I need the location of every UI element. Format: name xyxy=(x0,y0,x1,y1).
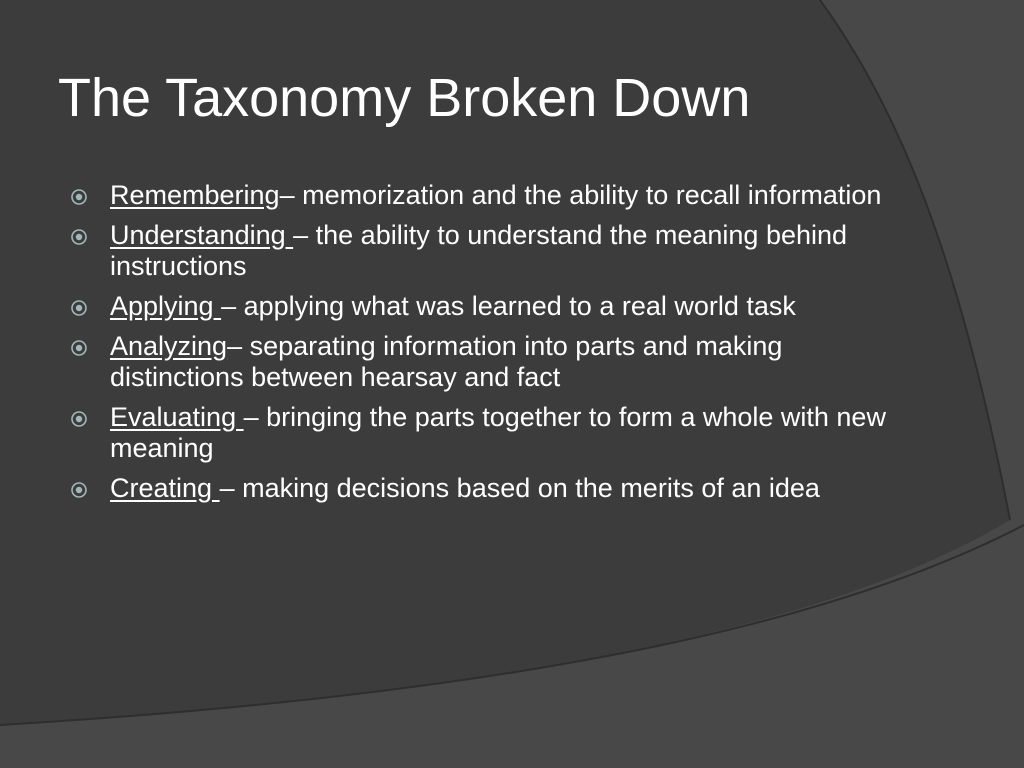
bullet-description: – separating information into parts and making distinctions between hearsay and fact xyxy=(110,331,783,392)
bullet-term: Remembering xyxy=(110,180,280,210)
list-item xyxy=(70,402,890,464)
bullet-description: – memorization and the ability to recall information xyxy=(279,180,882,210)
circled-dot-icon xyxy=(70,481,88,499)
circled-dot-icon xyxy=(70,410,88,428)
bullet-description: – the ability to understand the meaning behind instructions xyxy=(110,220,848,281)
bullet-term: Analyzing xyxy=(110,331,228,361)
bullet-term: Creating xyxy=(110,473,220,503)
bullet-term: Evaluating xyxy=(110,402,244,432)
slide-title: The Taxonomy Broken Down xyxy=(58,68,751,128)
list-item xyxy=(70,473,890,504)
circled-dot-icon xyxy=(70,228,88,246)
bullet-term: Understanding xyxy=(110,220,294,250)
bullet-term: Applying xyxy=(110,291,222,321)
circled-dot-icon xyxy=(70,339,88,357)
circled-dot-icon xyxy=(70,299,88,317)
bullet-description: – making decisions based on the merits of an idea xyxy=(219,473,820,503)
list-item xyxy=(70,291,890,322)
list-item xyxy=(70,180,890,211)
bullet-description: – applying what was learned to a real world task xyxy=(221,291,796,321)
list-item xyxy=(70,331,890,393)
circled-dot-icon xyxy=(70,188,88,206)
bullet-list xyxy=(70,180,890,513)
bullet-description: – bringing the parts together to form a whole with new meaning xyxy=(110,402,886,463)
list-item xyxy=(70,220,890,282)
